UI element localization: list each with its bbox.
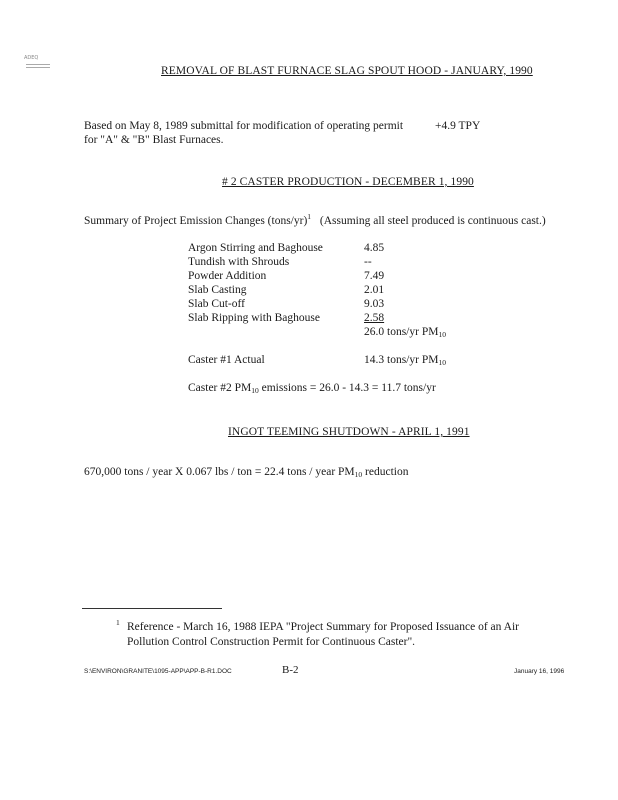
caster1-value-line [364, 354, 446, 366]
caster2-post: emissions = 26.0 - 14.3 = 11.7 tons/yr [258, 382, 436, 394]
emission-value-2: 7.49 [364, 270, 385, 282]
emission-label-3: Slab Casting [188, 284, 247, 296]
emission-total [364, 326, 446, 338]
emission-value-3: 2.01 [364, 284, 385, 296]
emission-value-4: 9.03 [364, 298, 385, 310]
footnote-mark-sup: 1 [116, 618, 120, 627]
footnote-line-2: Pollution Control Construction Permit for Continuous Caster". [127, 636, 416, 648]
emission-value-1: -- [364, 256, 372, 268]
summary-text: Summary of Project Emission Changes (tons/yr) [84, 215, 308, 227]
footnote-line-1: Reference - March 16, 1988 IEPA "Project Summary for Proposed Issuance of an Air [127, 621, 519, 633]
emission-label-2: Powder Addition [188, 270, 267, 282]
emission-total-value: 26.0 tons/yr PM [364, 326, 439, 338]
emission-label-0: Argon Stirring and Baghouse [188, 242, 323, 254]
ingot-sub: 10 [354, 470, 363, 479]
caster1-sub: 10 [438, 358, 446, 367]
ingot-pre: 670,000 tons / year X 0.067 lbs / ton = 22.4 tons / year PM [84, 466, 355, 478]
permit-line-2: for "A" & "B" Blast Furnaces. [84, 134, 224, 146]
caster2-sub: 10 [251, 386, 259, 395]
summary-line [84, 212, 546, 227]
ingot-heading: INGOT TEEMING SHUTDOWN - APRIL 1, 1991 [228, 426, 470, 438]
emission-label-5: Slab Ripping with Baghouse [188, 312, 320, 324]
emission-label-4: Slab Cut-off [188, 298, 245, 310]
permit-line-1: Based on May 8, 1989 submittal for modification of operating permit [84, 120, 404, 132]
caster2-pre: Caster #2 PM [188, 382, 252, 394]
footer-date: January 16, 1996 [514, 668, 565, 675]
emission-total-sub: 10 [438, 330, 446, 339]
caster1-value: 14.3 tons/yr PM [364, 354, 439, 366]
caster2-line [188, 382, 436, 394]
caster1-label: Caster #1 Actual [188, 354, 265, 366]
emission-value-5: 2.58 [364, 312, 385, 324]
footnote-mark [116, 618, 120, 633]
footer-path: S:\ENVIRON\GRANITE\1095-APP\APP-B-R1.DOC [84, 668, 232, 675]
logo-text: ADEQ [24, 55, 39, 61]
footer-page: B-2 [282, 664, 299, 676]
summary-note: (Assuming all steel produced is continuous cast.) [319, 215, 546, 227]
permit-value: +4.9 TPY [435, 120, 481, 132]
emission-label-1: Tundish with Shrouds [188, 256, 290, 268]
agency-logo [24, 55, 52, 71]
removal-heading: REMOVAL OF BLAST FURNACE SLAG SPOUT HOOD - JANUARY, 1990 [161, 65, 533, 77]
summary-footnote-mark: 1 [307, 212, 312, 221]
emission-value-0: 4.85 [364, 242, 385, 254]
ingot-line [84, 466, 408, 478]
caster-heading: # 2 CASTER PRODUCTION - DECEMBER 1, 1990 [222, 176, 474, 188]
footnote-rule [82, 608, 222, 609]
ingot-post: reduction [362, 466, 409, 478]
